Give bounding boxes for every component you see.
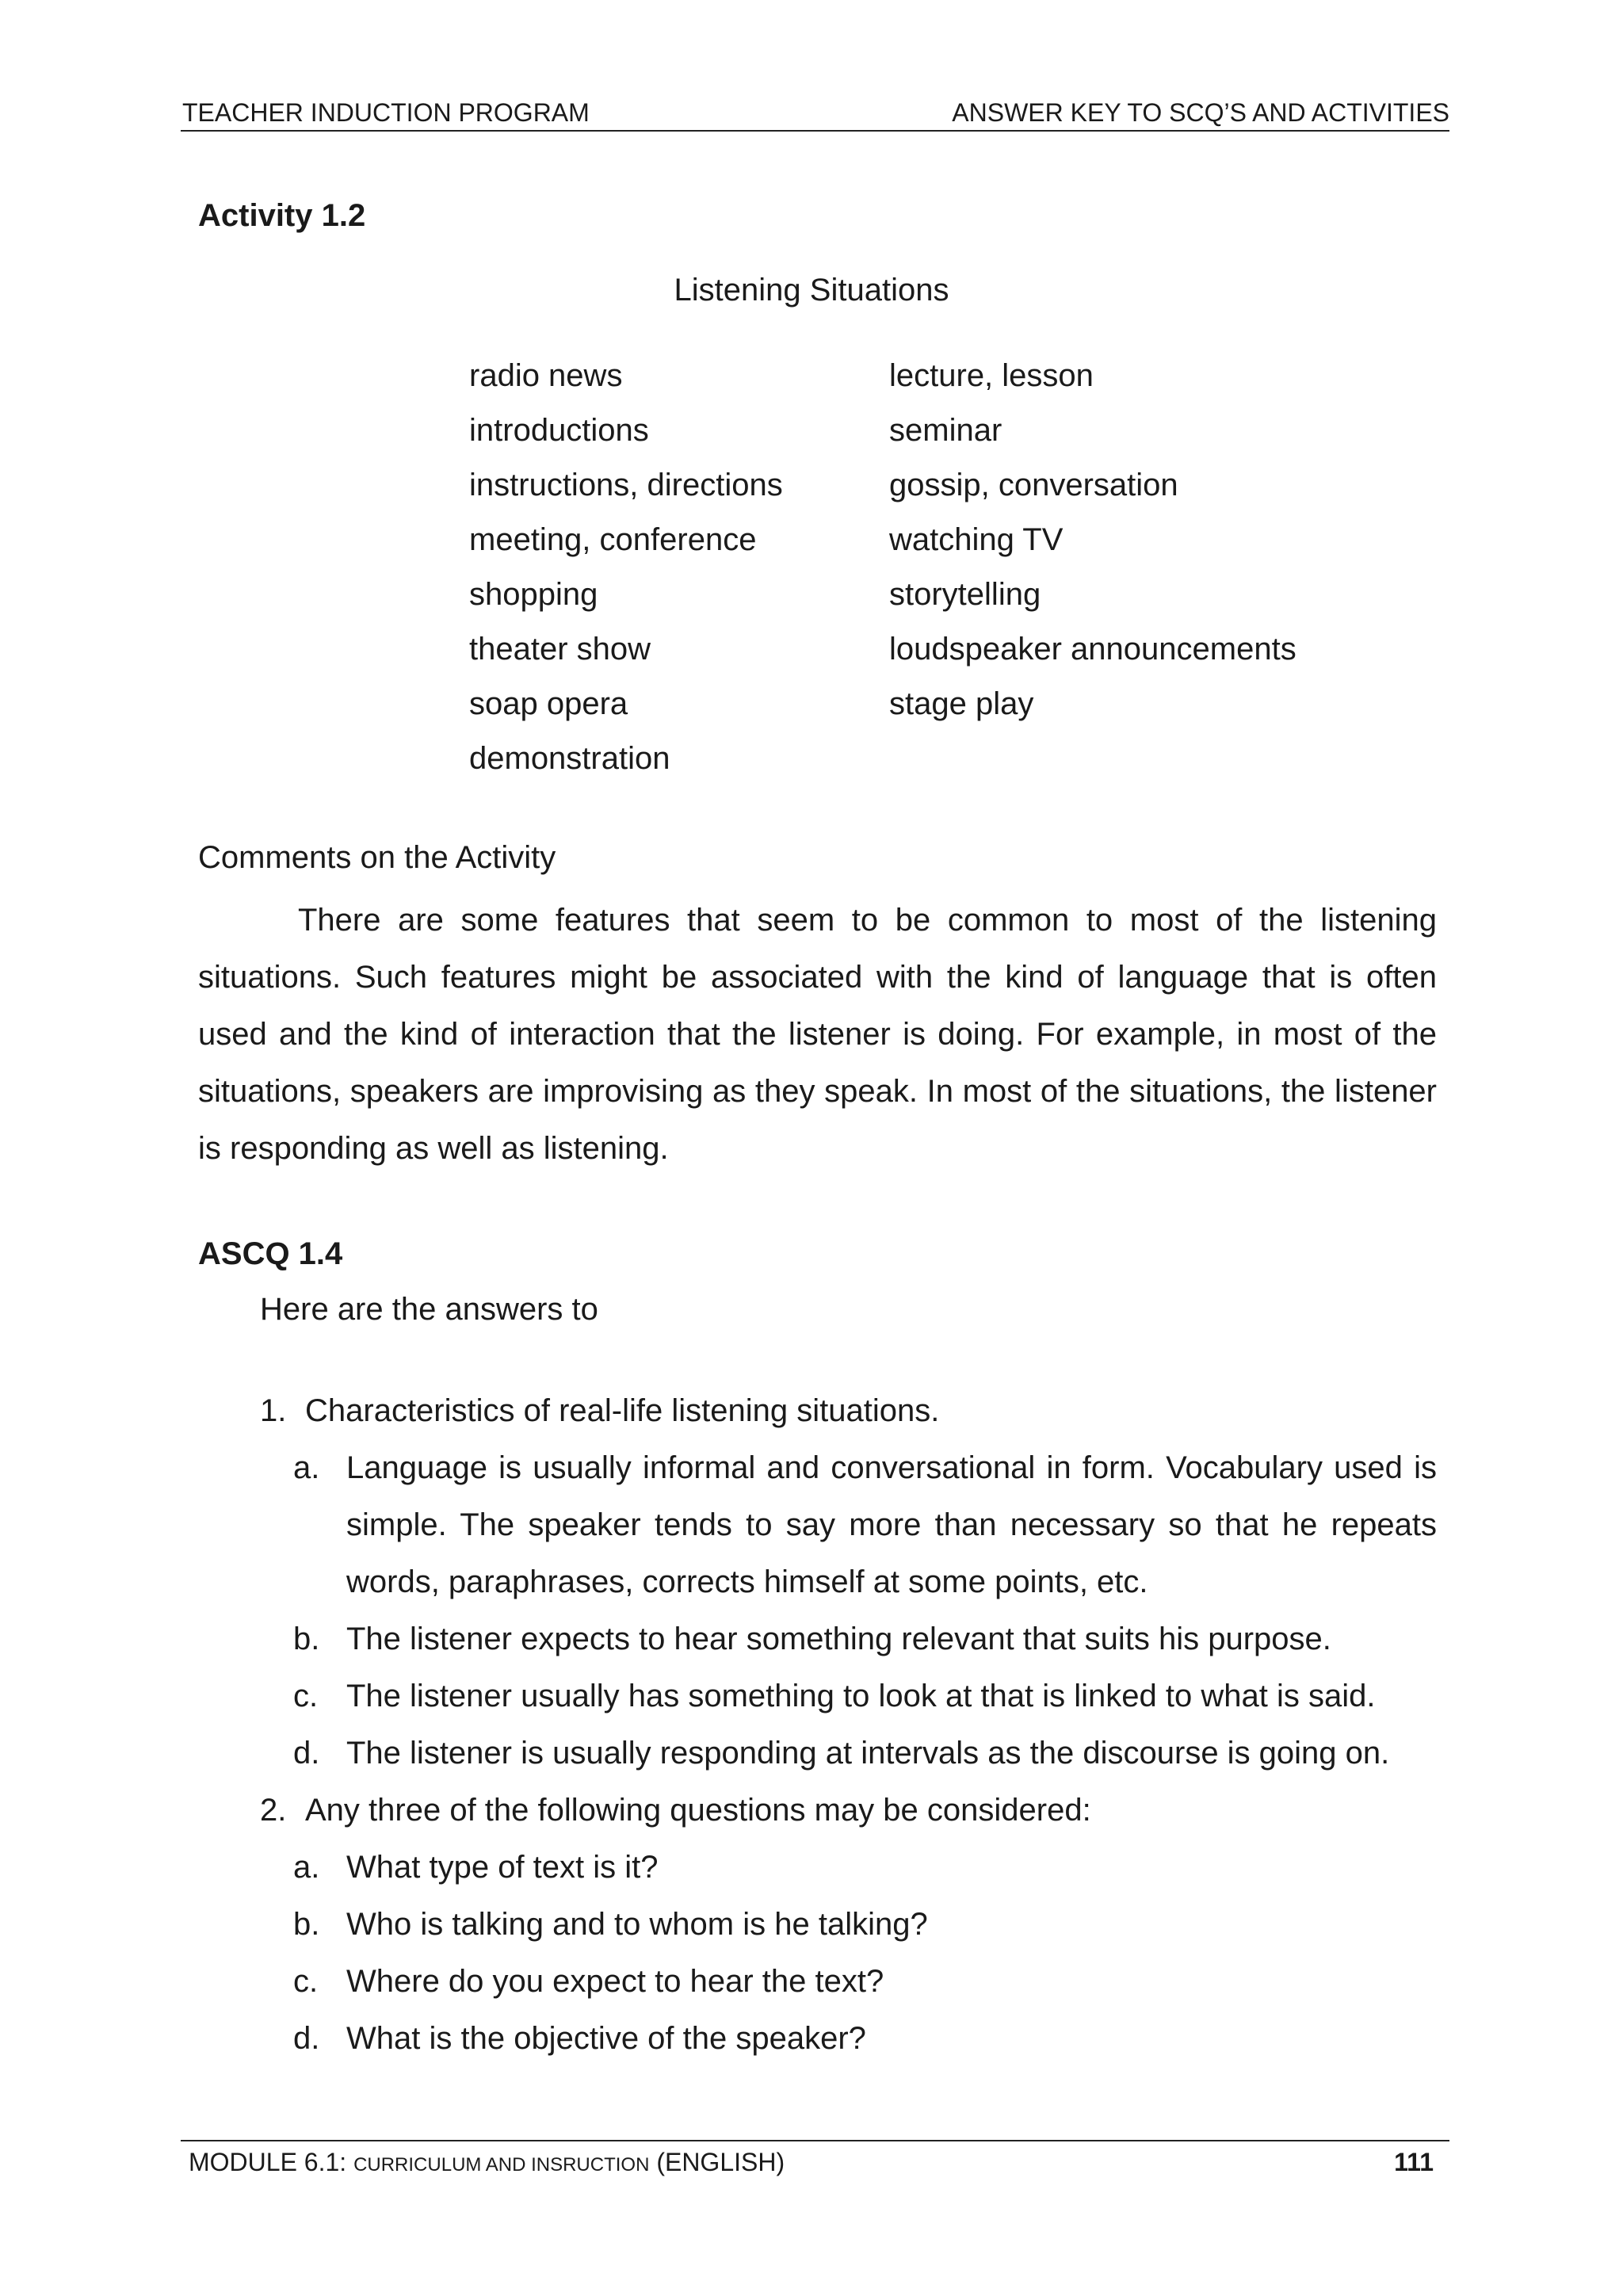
answer-subitem: [256, 1439, 1437, 1610]
subitem-text: The listener expects to hear something relevant that suits his purpose.: [346, 1622, 1331, 1656]
footer-module-label: [189, 2148, 785, 2177]
footer-subject: CURRICULUM AND INSRUCTION: [353, 2154, 650, 2176]
subitem-text: The listener usually has something to look at that is linked to what is said.: [346, 1679, 1376, 1713]
subitem-text: Where do you expect to hear the text?: [346, 1964, 884, 1999]
subitem-text: What is the objective of the speaker?: [346, 2021, 866, 2056]
answer-subitem: [256, 1725, 1437, 1782]
comments-paragraph: There are some features that seem to be common to most of the listening situations. Such features might be associated with the kind of language that is often used and the kind of interaction that the listener is doing. For example, in most of the situations, speakers are improvising as they speak. In most of the situations, the listener is responding as well as listening.: [198, 903, 1437, 1166]
header-left-title: TEACHER INDUCTION PROGRAM: [182, 98, 590, 127]
situation-item: watching TV: [889, 522, 1064, 557]
ascq-intro: Here are the answers to: [260, 1292, 598, 1327]
listening-situations-title: Listening Situations: [674, 273, 949, 308]
situation-item: instructions, directions: [469, 468, 783, 502]
answer-number: 1.: [260, 1393, 287, 1428]
situation-item: seminar: [889, 413, 1002, 448]
page-footer: [181, 2140, 1449, 2181]
situation-item: theater show: [469, 632, 651, 667]
situation-item: shopping: [469, 577, 598, 612]
subitem-letter: c.: [293, 1964, 319, 1999]
situations-right-column: [889, 349, 1296, 732]
situation-item: stage play: [889, 686, 1034, 721]
answer-subitem: [256, 1953, 1437, 2010]
situation-item: demonstration: [469, 741, 670, 776]
answer-sublist: [256, 1439, 1437, 1782]
subitem-text: The listener is usually responding at intervals as the discourse is going on.: [346, 1736, 1390, 1771]
subitem-letter: c.: [293, 1679, 319, 1713]
page-number: 111: [1394, 2148, 1434, 2176]
page-header: [181, 97, 1449, 132]
subitem-letter: b.: [293, 1907, 320, 1942]
subitem-text: What type of text is it?: [346, 1850, 659, 1885]
situation-item: gossip, conversation: [889, 468, 1178, 502]
footer-language: (ENGLISH): [649, 2148, 785, 2176]
subitem-text: Language is usually informal and conversational in form. Vocabulary used is simple. The speaker tends to say more than necessary so that he repeats words, paraphrases, corrects himself at some points, etc.: [346, 1450, 1437, 1599]
subitem-letter: d.: [293, 2021, 320, 2056]
answer-subitem: [256, 1839, 1437, 1896]
subitem-letter: a.: [293, 1450, 320, 1485]
situations-left-column: [469, 349, 783, 786]
situation-item: lecture, lesson: [889, 358, 1094, 393]
answer-number: 2.: [260, 1793, 287, 1828]
situation-item: loudspeaker announcements: [889, 632, 1296, 667]
comments-label: Comments on the Activity: [198, 840, 556, 875]
answer-sublist: [256, 1839, 1437, 2067]
answer-text: Any three of the following questions may be considered:: [305, 1793, 1091, 1828]
situation-item: soap opera: [469, 686, 628, 721]
subitem-letter: d.: [293, 1736, 320, 1771]
situation-item: storytelling: [889, 577, 1041, 612]
answer-subitem: [256, 1668, 1437, 1725]
answer-subitem: [256, 1896, 1437, 1953]
header-right-title: ANSWER KEY TO SCQ’S AND ACTIVITIES: [952, 98, 1449, 127]
situation-item: radio news: [469, 358, 623, 393]
ascq-heading: ASCQ 1.4: [198, 1236, 343, 1271]
answer-text: Characteristics of real-life listening situations.: [305, 1393, 940, 1428]
answer-item: [260, 1382, 1437, 1439]
answer-subitem: [256, 1610, 1437, 1668]
answer-item: [260, 1782, 1437, 1839]
subitem-letter: b.: [293, 1622, 320, 1656]
answer-subitem: [256, 2010, 1437, 2067]
situation-item: introductions: [469, 413, 649, 448]
answer-list: [260, 1382, 1437, 2067]
footer-module: MODULE 6.1:: [189, 2148, 354, 2176]
activity-heading: Activity 1.2: [198, 198, 366, 233]
situation-item: meeting, conference: [469, 522, 757, 557]
subitem-text: Who is talking and to whom is he talking?: [346, 1907, 928, 1942]
subitem-letter: a.: [293, 1850, 320, 1885]
